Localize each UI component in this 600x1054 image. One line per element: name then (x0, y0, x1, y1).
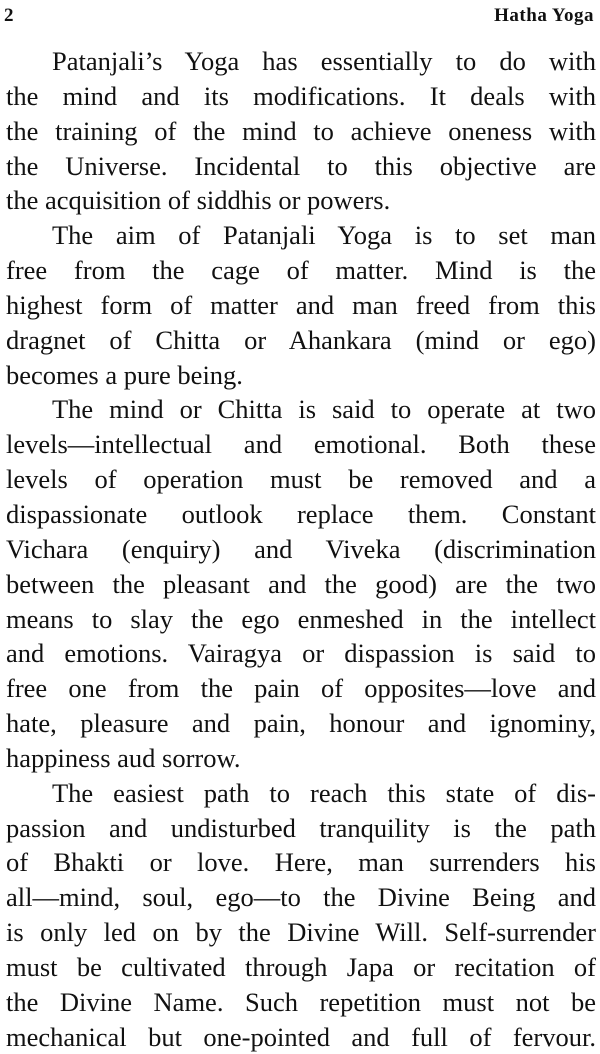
text-line: free one from the pain of opposites—love and (6, 673, 596, 704)
text-line: dragnet of Chitta or Ahankara (mind or ego) (6, 324, 596, 355)
running-title: Hatha Yoga (494, 5, 594, 26)
text-line: the Universe. Incidental to this objective are (6, 150, 596, 181)
text-line: and emotions. Vairagya or dispassion is said to (6, 638, 596, 669)
text-line: the mind and its modifications. It deals with (6, 80, 596, 111)
page-header (4, 3, 594, 29)
page-number: 2 (4, 5, 14, 26)
text-line: free from the cage of matter. Mind is the (6, 255, 596, 286)
text-line: all—mind, soul, ego—to the Divine Being and (6, 882, 596, 913)
text-line: The mind or Chitta is said to operate at two (52, 394, 596, 425)
text-line: levels of operation must be removed and a (6, 464, 596, 495)
text-line: Vichara (enquiry) and Viveka (discrimination (6, 533, 596, 564)
text-line: passion and undisturbed tranquility is the path (6, 812, 596, 843)
text-line: highest form of matter and man freed from this (6, 289, 596, 320)
paragraph (6, 44, 596, 218)
text-line: The easiest path to reach this state of dis- (52, 777, 596, 808)
paragraph (6, 776, 596, 1054)
text-line: is only led on by the Divine Will. Self-surrender (6, 917, 596, 948)
text-line: mechanical but one-pointed and full of fervour. (6, 1021, 596, 1052)
text-line: the Divine Name. Such repetition must not be (6, 986, 596, 1017)
text-line: happiness aud sorrow. (6, 742, 241, 773)
text-line: The aim of Patanjali Yoga is to set man (52, 220, 596, 251)
text-line: dispassionate outlook replace them. Constant (6, 498, 596, 529)
paragraph (6, 392, 596, 775)
paragraph (6, 218, 596, 392)
text-line: becomes a pure being. (6, 359, 243, 390)
text-line: hate, pleasure and pain, honour and ignominy, (6, 708, 596, 739)
text-line: of Bhakti or love. Here, man surrenders his (6, 847, 596, 878)
text-line: the acquisition of siddhis or powers. (6, 185, 391, 216)
body-text (6, 44, 596, 1054)
text-line: between the pleasant and the good) are the two (6, 568, 596, 599)
text-line: levels—intellectual and emotional. Both these (6, 429, 596, 460)
text-line: means to slay the ego enmeshed in the intellect (6, 603, 596, 634)
text-line: the training of the mind to achieve oneness with (6, 115, 596, 146)
text-line: must be cultivated through Japa or recitation of (6, 951, 596, 982)
text-line: Patanjali’s Yoga has essentially to do with (52, 46, 596, 76)
